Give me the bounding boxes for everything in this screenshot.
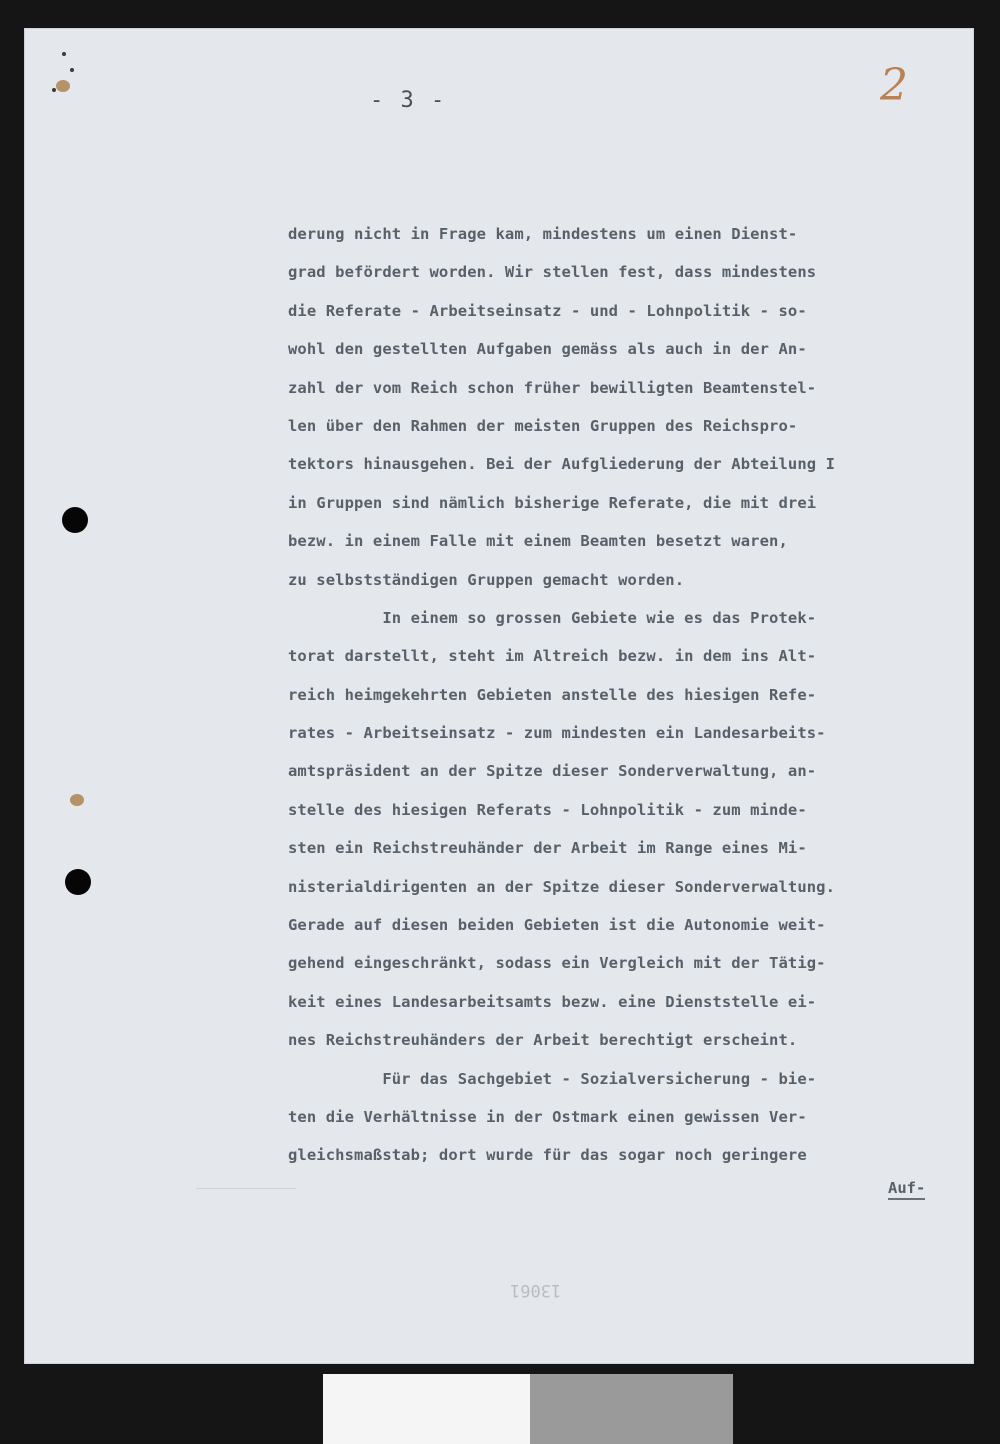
text-line: Für das Sachgebiet - Sozialversicherung - bie- [288,1069,817,1088]
text-line: zu selbstständigen Gruppen gemacht worden. [288,570,685,589]
margin-mark [62,52,66,56]
text-line: die Referate - Arbeitseinsatz - und - Lohnpolitik - so- [288,301,807,320]
punch-hole [65,869,91,895]
archive-stamp: 13061 [510,1280,562,1300]
text-line: len über den Rahmen der meisten Gruppen des Reichspro- [288,416,798,435]
calibration-strip-white [323,1374,530,1444]
typewritten-body [288,215,978,1175]
text-line: gleichsmaßstab; dort wurde für das sogar noch geringere [288,1146,807,1165]
text-line: Gerade auf diesen beiden Gebieten ist die Autonomie weit- [288,916,826,935]
text-line: torat darstellt, steht im Altreich bezw. in dem ins Alt- [288,647,817,666]
page-number: - 3 - [370,88,447,113]
text-line: tektors hinausgehen. Bei der Aufgliederung der Abteilung I [288,455,836,474]
text-line: nes Reichstreuhänders der Arbeit berechtigt erscheint. [288,1031,798,1050]
text-line: gehend eingeschränkt, sodass ein Vergleich mit der Tätig- [288,954,826,973]
text-line: bezw. in einem Falle mit einem Beamten besetzt waren, [288,532,788,551]
margin-mark [70,68,74,72]
text-line: wohl den gestellten Aufgaben gemäss als auch in der An- [288,340,807,359]
text-line: reich heimgekehrten Gebieten anstelle des hiesigen Refe- [288,685,817,704]
margin-mark [52,88,56,92]
punch-hole [62,507,88,533]
text-line: in Gruppen sind nämlich bisherige Referate, die mit drei [288,493,817,512]
text-line: amtspräsident an der Spitze dieser Sonderverwaltung, an- [288,762,817,781]
folio-number: 2 [880,60,908,111]
catchword: Auf- [888,1178,925,1200]
faint-rule [196,1188,296,1189]
text-line: keit eines Landesarbeitsamts bezw. eine Dienststelle ei- [288,992,817,1011]
text-line: stelle des hiesigen Referats - Lohnpolitik - zum minde- [288,800,807,819]
text-line: derung nicht in Frage kam, mindestens um einen Dienst- [288,225,798,243]
rust-spot [70,794,84,806]
text-line: sten ein Reichstreuhänder der Arbeit im Range eines Mi- [288,839,807,858]
text-line: grad befördert worden. Wir stellen fest, dass mindestens [288,263,817,282]
rust-spot [56,80,70,92]
text-line: ten die Verhältnisse in der Ostmark einen gewissen Ver- [288,1107,807,1126]
text-line: rates - Arbeitseinsatz - zum mindesten ein Landesarbeits- [288,724,826,743]
calibration-strip-gray [530,1374,733,1444]
text-line: zahl der vom Reich schon früher bewilligten Beamtenstel- [288,378,817,397]
text-line: In einem so grossen Gebiete wie es das Protek- [288,608,817,627]
text-line: nisterialdirigenten an der Spitze dieser Sonderverwaltung. [288,877,836,896]
